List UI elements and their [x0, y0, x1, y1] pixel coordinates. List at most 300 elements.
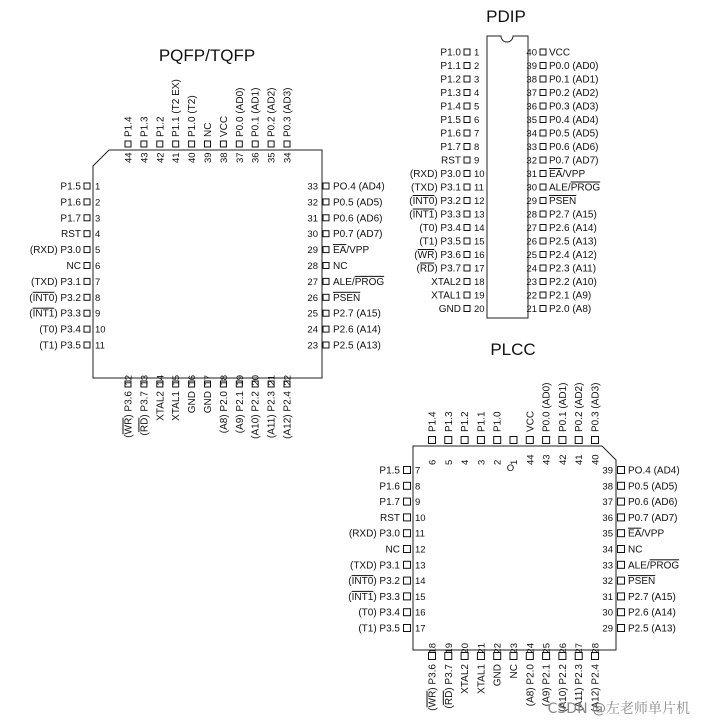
pqfp-pin-number: 31	[307, 213, 318, 225]
pdip-pin-label: P2.2 (A10)	[549, 277, 597, 288]
plcc-pin-label: P2.5 (A13)	[628, 623, 676, 635]
plcc-index-mark: O	[506, 463, 515, 474]
plcc-pin-label: P0.5 (AD5)	[628, 481, 678, 493]
pdip-pin-number: 12	[474, 196, 485, 207]
pqfp-pin-number: 16	[187, 375, 199, 386]
plcc-pin-label: NC	[509, 664, 520, 679]
pqfp-pin-label: XTAL2	[155, 391, 167, 421]
pdip-pad	[464, 90, 470, 96]
pdip-pin-number: 21	[526, 304, 537, 315]
pqfp-pad	[84, 342, 90, 348]
plcc-pad	[461, 437, 468, 444]
plcc-pin-number: 34	[602, 544, 613, 556]
pqfp-pin-label: P1.6	[60, 197, 81, 209]
plcc-pin-number: 37	[602, 497, 613, 509]
pqfp-pin-label: P2.7 (A15)	[333, 308, 381, 320]
pqfp-pin-number: 40	[187, 152, 199, 163]
pdip-pad	[540, 198, 546, 204]
plcc-pad	[526, 437, 533, 444]
pqfp-pin-number: 5	[95, 245, 101, 257]
plcc-pad	[592, 437, 599, 444]
pdip-pin-number: 31	[526, 169, 537, 180]
plcc-pad	[618, 546, 625, 553]
pdip-pad	[540, 63, 546, 69]
pdip-pad	[464, 157, 470, 163]
plcc-pin-number: 26	[557, 643, 569, 654]
pdip-pin-label: PSEN	[549, 196, 577, 207]
pqfp-pad	[323, 278, 329, 284]
pqfp-pin-label: NC	[203, 122, 214, 137]
pqfp-pad	[323, 199, 329, 205]
pqfp-pin-number: 15	[171, 375, 183, 386]
plcc-pin-label: (A12) P2.4	[590, 664, 602, 712]
pqfp-pin-label: P2.5 (A13)	[333, 340, 381, 352]
pdip-pin-number: 5	[474, 101, 480, 113]
plcc-pin-number: 27	[574, 643, 586, 654]
pdip-pin-label: (INT1) P3.3	[409, 209, 461, 221]
pqfp-pin-label: P1.7	[60, 213, 81, 225]
pqfp-pin-number: 4	[95, 229, 101, 241]
plcc-pad	[618, 498, 625, 505]
pdip-pin-number: 6	[474, 115, 480, 126]
pdip-pin-label: P2.0 (A8)	[549, 304, 592, 315]
pdip-pin-label: P1.1	[440, 61, 461, 72]
pdip-pin-label: P2.3 (A11)	[549, 263, 597, 275]
pdip-pin-label: P0.6 (AD6)	[549, 142, 599, 153]
plcc-pin-label: (A10) P2.2	[557, 664, 569, 712]
pdip-pin-label: P1.2	[440, 74, 461, 86]
plcc-pin-label: P1.2	[460, 411, 472, 432]
plcc-pin-label: (T0) P3.4	[358, 607, 400, 619]
plcc-pin-number: 23	[509, 643, 520, 654]
plcc-pin-number: 19	[443, 643, 455, 654]
plcc-pin-number: 10	[415, 512, 426, 524]
pqfp-pad	[284, 141, 290, 147]
pdip-pin-number: 2	[474, 61, 480, 72]
plcc-pin-label: (RD) P3.7	[443, 664, 455, 709]
plcc-pin-label: NC	[385, 544, 400, 556]
plcc-pad	[404, 546, 411, 553]
pqfp-pin-label: (A8) P2.0	[218, 391, 230, 434]
plcc-pad	[575, 437, 582, 444]
pdip-pad	[540, 130, 546, 136]
pdip-pin-number: 16	[474, 250, 485, 261]
plcc-pad	[618, 514, 625, 521]
pdip-pin-label: ALE/PROG	[549, 182, 601, 194]
pqfp-pin-label: P0.1 (AD1)	[250, 87, 262, 137]
pqfp-pin-number: 36	[250, 152, 262, 163]
pdip-pin-number: 29	[526, 196, 537, 207]
pqfp-pad	[84, 199, 90, 205]
pdip-pad	[540, 238, 546, 244]
plcc-pin-label: RST	[380, 512, 400, 524]
pdip-pin-number: 39	[526, 61, 537, 72]
plcc-pad	[618, 593, 625, 600]
plcc-pin-label: P1.7	[379, 497, 400, 509]
plcc-pad	[404, 514, 411, 521]
pqfp-pin-number: 26	[307, 292, 318, 304]
pqfp-pin-label: (RXD) P3.0	[29, 245, 81, 257]
pdip-pin-label: (TXD) P3.1	[410, 182, 461, 194]
pdip-pad	[464, 279, 470, 285]
pdip-pin-number: 37	[526, 88, 537, 99]
pdip-pin-number: 25	[526, 250, 537, 261]
pqfp-pin-label: P1.0 (T2)	[187, 95, 199, 137]
pqfp-pin-number: 41	[171, 152, 183, 163]
pqfp-pin-number: 42	[155, 152, 167, 163]
plcc-pin-number: 4	[460, 459, 472, 465]
pdip-pad	[540, 279, 546, 285]
plcc-pin-label: VCC	[525, 410, 537, 432]
pdip-pin-label: P1.4	[440, 101, 461, 113]
pdip-pin-number: 7	[474, 128, 480, 140]
pdip-pad	[464, 130, 470, 136]
pqfp-pin-number: 10	[95, 324, 106, 336]
pqfp-pin-number: 39	[203, 152, 214, 163]
plcc-pad	[429, 437, 436, 444]
plcc-pad	[510, 437, 517, 444]
plcc-title: PLCC	[490, 340, 536, 359]
pqfp-pin-number: 21	[266, 375, 278, 386]
pqfp-pad	[125, 141, 131, 147]
plcc-pin-number: 6	[427, 459, 439, 465]
pqfp-pin-number: 37	[234, 152, 246, 163]
pqfp-pad	[84, 263, 90, 269]
plcc-pad	[559, 437, 566, 444]
pqfp-pad	[84, 326, 90, 332]
plcc-pin-label: PO.4 (AD4)	[628, 465, 680, 477]
plcc-pin-number: 22	[492, 643, 504, 654]
pdip-pin-number: 10	[474, 169, 485, 180]
pqfp-pin-number: 38	[218, 152, 230, 163]
pqfp-pad	[268, 141, 274, 147]
pqfp-pin-label: P1.1 (T2 EX)	[171, 79, 183, 137]
plcc-pad	[477, 437, 484, 444]
pqfp-pin-number: 14	[155, 375, 167, 386]
pqfp-pad	[323, 247, 329, 253]
pdip-pin-label: P1.6	[440, 128, 461, 140]
pdip-title: PDIP	[486, 7, 526, 26]
pqfp-pin-label: (T1) P3.5	[39, 340, 81, 352]
plcc-pin-label: (A11) P2.3	[574, 664, 586, 712]
plcc-pin-number: 2	[492, 459, 504, 465]
pqfp-pin-label: EA/VPP	[333, 245, 370, 257]
plcc-pin-label: XTAL2	[460, 664, 472, 694]
pdip-pin-number: 23	[526, 277, 537, 288]
pdip-pad	[464, 252, 470, 258]
plcc-pin-label: EA/VPP	[628, 528, 665, 540]
plcc-pin-number: 7	[415, 465, 421, 477]
plcc-pin-number: 12	[415, 544, 426, 556]
pdip-pin-label: (WR) P3.6	[414, 250, 461, 261]
pdip-pad	[464, 238, 470, 244]
plcc-pad	[618, 625, 625, 632]
pdip-pad	[540, 252, 546, 258]
pqfp-pin-number: 35	[266, 152, 278, 163]
pdip-pin-label: P0.4 (AD4)	[549, 115, 599, 126]
plcc-pin-number: 28	[590, 643, 602, 654]
plcc-pad	[618, 482, 625, 489]
plcc-pin-label: (T1) P3.5	[358, 623, 400, 635]
pdip-pin-number: 30	[526, 182, 537, 194]
pdip-pin-label: (T0) P3.4	[419, 223, 461, 234]
pdip-pad	[464, 265, 470, 271]
pdip-pin-number: 17	[474, 263, 485, 275]
plcc-pin-number: 30	[602, 607, 613, 619]
pqfp-pin-label: P1.2	[155, 116, 167, 137]
pdip-pad	[464, 171, 470, 177]
pdip-pin-label: GND	[438, 304, 461, 315]
pqfp-pad	[323, 294, 329, 300]
pqfp-pin-number: 24	[307, 324, 318, 336]
plcc-pin-number: 15	[415, 591, 426, 603]
pdip-pin-label: (T1) P3.5	[419, 236, 461, 248]
plcc-pin-number: 1	[509, 459, 520, 465]
pqfp-pin-number: 20	[250, 375, 262, 386]
pdip-pin-label: P0.3 (AD3)	[549, 101, 599, 113]
pqfp-pin-label: P1.4	[123, 116, 135, 137]
plcc-pad	[618, 609, 625, 616]
pqfp-pin-number: 43	[139, 152, 151, 163]
pdip-pad	[464, 103, 470, 109]
pqfp-pad	[323, 310, 329, 316]
plcc-pin-number: 11	[415, 528, 425, 540]
pqfp-pad	[84, 215, 90, 221]
pdip-pad	[540, 90, 546, 96]
pqfp-pin-label: P1.3	[139, 116, 151, 137]
plcc-pad	[404, 498, 411, 505]
pqfp-pin-number: 11	[95, 340, 105, 352]
plcc-pin-number: 24	[525, 643, 537, 654]
pdip-pad	[540, 144, 546, 150]
pqfp-pin-number: 8	[95, 292, 101, 304]
plcc-pad	[618, 561, 625, 568]
pqfp-pin-number: 2	[95, 197, 101, 209]
pdip-pad	[464, 144, 470, 150]
pqfp-pin-label: (WR) P3.6	[123, 391, 135, 438]
pqfp-pin-label: P0.0 (AD0)	[234, 87, 246, 137]
plcc-pin-label: GND	[492, 664, 504, 687]
pdip-pad	[464, 292, 470, 298]
pdip-pad	[540, 211, 546, 217]
plcc-pin-number: 44	[525, 454, 537, 465]
pdip-pad	[464, 49, 470, 55]
pqfp-pin-number: 22	[282, 375, 294, 386]
pdip-pin-label: P0.0 (AD0)	[549, 61, 599, 72]
plcc-pin-number: 9	[415, 497, 421, 509]
pdip-pin-label: P0.1 (AD1)	[549, 74, 599, 86]
plcc-pad	[618, 467, 625, 474]
plcc-pad	[404, 561, 411, 568]
plcc-pad	[618, 577, 625, 584]
plcc-pin-number: 18	[427, 643, 439, 654]
pqfp-package-body	[93, 150, 322, 378]
pqfp-pad	[323, 215, 329, 221]
pdip-pad	[464, 117, 470, 123]
pqfp-pin-label: P2.6 (A14)	[333, 324, 381, 336]
pdip-pin-label: P1.5	[440, 115, 461, 126]
pdip-pad	[540, 225, 546, 231]
pdip-pin-number: 35	[526, 115, 537, 126]
pqfp-pad	[323, 263, 329, 269]
pqfp-pin-label: (A10) P2.2	[250, 391, 262, 439]
pqfp-pad	[84, 278, 90, 284]
pdip-pin-number: 4	[474, 88, 480, 99]
plcc-pad	[543, 437, 550, 444]
pqfp-pin-number: 13	[139, 375, 151, 386]
pqfp-pin-label: (A9) P2.1	[234, 391, 246, 434]
pqfp-pin-number: 30	[307, 229, 318, 241]
plcc-pad	[494, 437, 501, 444]
pqfp-pin-label: (T0) P3.4	[39, 324, 81, 336]
plcc-pin-number: 25	[541, 643, 553, 654]
pqfp-pin-label: (INT1) P3.3	[29, 308, 81, 320]
pdip-pad	[540, 265, 546, 271]
plcc-pin-label: P0.2 (AD2)	[574, 382, 586, 432]
pdip-pin-label: P0.7 (AD7)	[549, 155, 599, 167]
plcc-pin-label: (A9) P2.1	[541, 664, 553, 707]
pdip-pin-number: 9	[474, 155, 480, 167]
plcc-pin-number: 8	[415, 481, 421, 493]
pdip-pin-number: 11	[474, 182, 484, 194]
pdip-pin-label: VCC	[549, 47, 571, 59]
pqfp-pin-number: 29	[307, 245, 318, 257]
pdip-pin-label: P1.7	[440, 142, 461, 153]
pdip-pin-number: 13	[474, 209, 485, 221]
pqfp-pad	[220, 141, 226, 147]
pqfp-pin-label: ALE/PROG	[333, 276, 385, 288]
pdip-pin-label: (INT0) P3.2	[409, 196, 461, 207]
plcc-pin-label: (INT1) P3.3	[348, 591, 400, 603]
pdip-pad	[540, 76, 546, 82]
pqfp-pad	[173, 141, 179, 147]
pqfp-pin-number: 34	[282, 152, 294, 163]
pdip-pin-label: XTAL1	[431, 290, 461, 302]
pqfp-pin-label: P0.6 (AD6)	[333, 213, 383, 225]
pqfp-pad	[84, 183, 90, 189]
plcc-pad	[404, 482, 411, 489]
pqfp-pin-label: P0.7 (AD7)	[333, 229, 383, 241]
pqfp-pad	[323, 326, 329, 332]
pqfp-pin-label: (A11) P2.3	[266, 391, 278, 439]
pqfp-pin-number: 1	[95, 181, 101, 193]
pqfp-pin-label: (A12) P2.4	[282, 391, 294, 439]
pdip-pin-number: 34	[526, 128, 537, 140]
pqfp-pin-label: PO.4 (AD4)	[333, 181, 385, 193]
plcc-pin-label: P1.4	[427, 411, 439, 432]
pdip-pin-label: P2.7 (A15)	[549, 209, 597, 221]
pqfp-pad	[236, 141, 242, 147]
plcc-pin-number: 16	[415, 607, 426, 619]
plcc-pin-label: P1.6	[379, 481, 400, 493]
plcc-pin-label: (A8) P2.0	[525, 664, 537, 707]
pqfp-pin-label: P0.2 (AD2)	[266, 87, 278, 137]
pqfp-pin-number: 9	[95, 308, 101, 320]
pqfp-pad	[205, 141, 211, 147]
pdip-pin-number: 24	[526, 263, 537, 275]
pdip-pin-number: 40	[526, 47, 537, 59]
plcc-pin-number: 33	[602, 560, 613, 572]
pdip-pin-label: EA/VPP	[549, 169, 586, 180]
pqfp-pad	[252, 141, 258, 147]
plcc-pin-label: P2.7 (A15)	[628, 591, 676, 603]
pqfp-pin-label: (TXD) P3.1	[30, 276, 81, 288]
pqfp-pin-label: GND	[203, 391, 214, 414]
plcc-pin-number: 41	[574, 454, 586, 465]
pdip-pin-number: 38	[526, 74, 537, 86]
pdip-pad	[464, 184, 470, 190]
pqfp-pad	[189, 141, 195, 147]
plcc-pin-label: P0.7 (AD7)	[628, 512, 678, 524]
plcc-pin-label: (RXD) P3.0	[348, 528, 400, 540]
pdip-pin-label: RST	[441, 155, 461, 167]
pdip-pad	[540, 306, 546, 312]
plcc-pin-label: (WR) P3.6	[427, 664, 439, 711]
pqfp-pin-number: 17	[203, 375, 214, 386]
plcc-pin-number: 17	[415, 623, 426, 635]
pdip-pin-number: 20	[474, 304, 485, 315]
pdip-pin-label: P1.3	[440, 88, 461, 99]
pqfp-title: PQFP/TQFP	[158, 46, 256, 65]
plcc-pin-label: P0.1 (AD1)	[557, 382, 569, 432]
pdip-pin-number: 22	[526, 290, 537, 302]
plcc-pin-number: 32	[602, 576, 613, 588]
plcc-pad	[404, 577, 411, 584]
pdip-pin-label: P2.5 (A13)	[549, 236, 597, 248]
plcc-pin-label: P1.3	[443, 411, 455, 432]
plcc-pin-number: 42	[557, 454, 569, 465]
pdip-pad	[540, 103, 546, 109]
pdip-pad	[540, 292, 546, 298]
pdip-pin-number: 26	[526, 236, 537, 248]
pdip-pin-label: P2.1 (A9)	[549, 290, 592, 302]
plcc-pin-label: NC	[628, 544, 643, 556]
plcc-pin-label: P0.0 (AD0)	[541, 382, 553, 432]
plcc-pin-number: 14	[415, 576, 426, 588]
plcc-pin-label: P0.6 (AD6)	[628, 497, 678, 509]
pqfp-pin-label: P0.5 (AD5)	[333, 197, 383, 209]
plcc-pin-number: 35	[602, 528, 613, 540]
plcc-pin-number: 39	[602, 465, 613, 477]
pdip-pad	[464, 198, 470, 204]
pdip-pin-label: P1.0	[440, 47, 461, 59]
pqfp-pin-number: 32	[307, 197, 318, 209]
pdip-pin-number: 36	[526, 101, 537, 113]
pdip-pin-number: 15	[474, 236, 485, 248]
pdip-pin-number: 27	[526, 223, 537, 234]
pqfp-pin-number: 7	[95, 276, 101, 288]
plcc-pin-label: P1.1	[476, 411, 488, 432]
pdip-pad	[464, 76, 470, 82]
pqfp-pad	[157, 141, 163, 147]
pqfp-pin-label: VCC	[218, 115, 230, 137]
pdip-pin-number: 14	[474, 223, 485, 234]
plcc-pin-label: (TXD) P3.1	[349, 560, 400, 572]
pqfp-pin-label: NC	[66, 261, 81, 272]
pdip-pad	[540, 157, 546, 163]
pqfp-pad	[84, 231, 90, 237]
pqfp-pad	[323, 342, 329, 348]
pqfp-pin-number: 44	[123, 152, 135, 163]
pdip-pin-number: 8	[474, 142, 480, 153]
pqfp-pin-number: 12	[123, 375, 135, 386]
pdip-pad	[464, 225, 470, 231]
pqfp-pin-number: 23	[307, 340, 318, 352]
watermark: CSDN @左老师单片机	[547, 701, 690, 717]
plcc-pin-label: PSEN	[628, 576, 656, 588]
pqfp-pad	[84, 294, 90, 300]
pqfp-pin-number: 25	[307, 308, 318, 320]
